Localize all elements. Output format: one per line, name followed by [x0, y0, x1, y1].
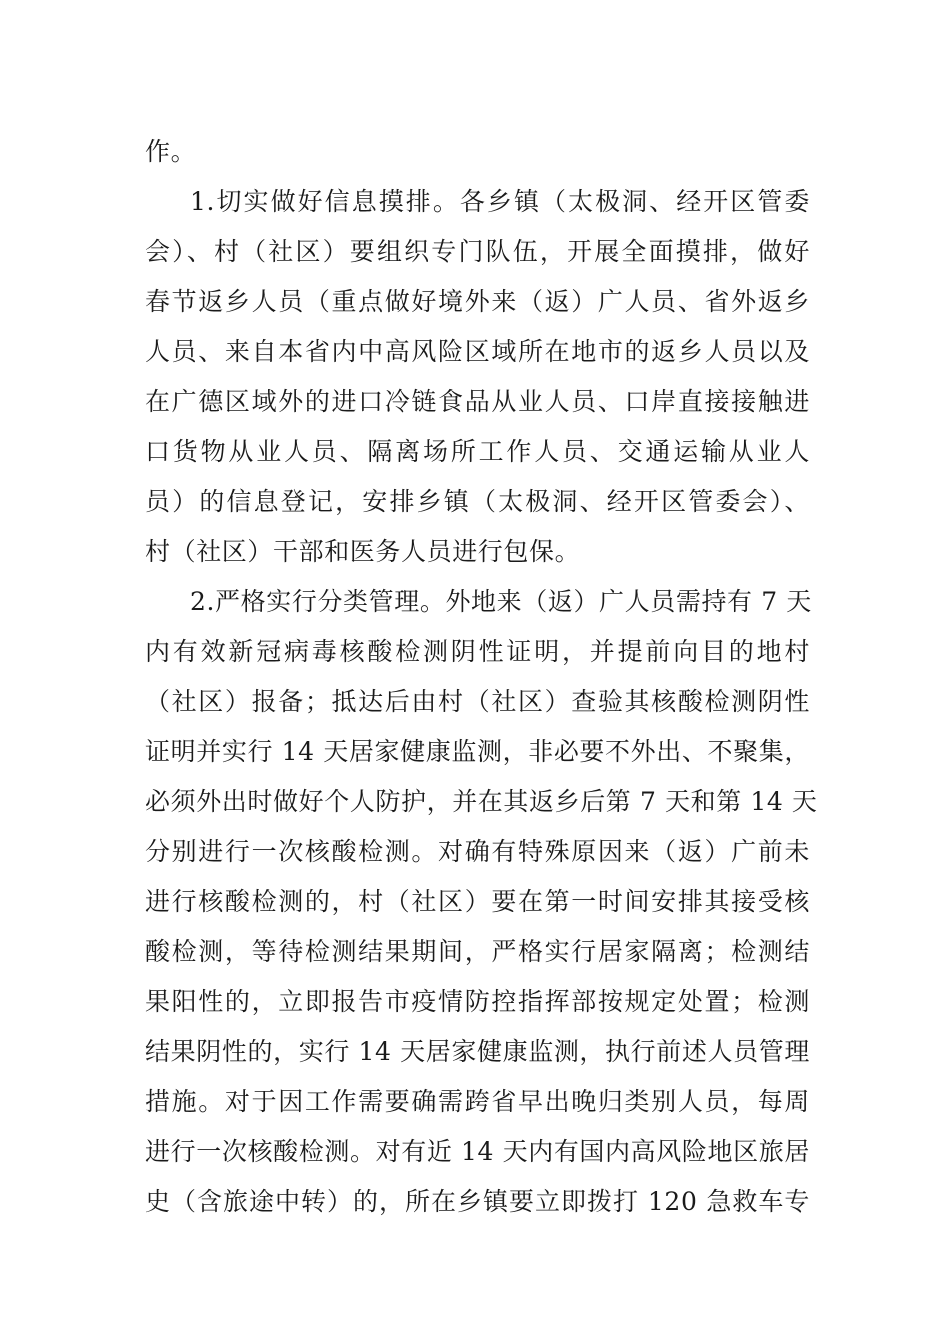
text-line-12: （社区）报备；抵达后由村（社区）查验其核酸检测阴性	[145, 687, 810, 716]
text-line-3: 会）、村（社区）要组织专门队伍，开展全面摸排，做好	[145, 237, 810, 266]
text-line-19: 结果阴性的，实行 14 天居家健康监测，执行前述人员管理	[145, 1037, 810, 1066]
text-line-1: 作。	[145, 137, 197, 166]
text-line-8: 员）的信息登记，安排乡镇（太极洞、经开区管委会）、	[145, 487, 810, 516]
text-line-18: 果阳性的，立即报告市疫情防控指挥部按规定处置；检测	[145, 987, 810, 1016]
paragraph-1-heading-line: 1.切实做好信息摸排。各乡镇（太极洞、经开区管委	[190, 187, 810, 216]
text-line-7: 口货物从业人员、隔离场所工作人员、交通运输从业人	[145, 437, 810, 466]
text-line-15: 分别进行一次核酸检测。对确有特殊原因来（返）广前未	[145, 837, 810, 866]
text-line-11: 内有效新冠病毒核酸检测阴性证明，并提前向目的地村	[145, 637, 810, 666]
text-line-16: 进行核酸检测的，村（社区）要在第一时间安排其接受核	[145, 887, 810, 916]
text-line-22: 史（含旅途中转）的，所在乡镇要立即拨打 120 急救车专	[145, 1187, 810, 1216]
text-line-17: 酸检测，等待检测结果期间，严格实行居家隔离；检测结	[145, 937, 810, 966]
text-line-9: 村（社区）干部和医务人员进行包保。	[145, 537, 581, 566]
text-line-5: 人员、来自本省内中高风险区域所在地市的返乡人员以及	[145, 337, 810, 366]
text-line-4: 春节返乡人员（重点做好境外来（返）广人员、省外返乡	[145, 287, 810, 316]
text-line-14: 必须外出时做好个人防护，并在其返乡后第 7 天和第 14 天	[145, 787, 818, 816]
text-line-13: 证明并实行 14 天居家健康监测，非必要不外出、不聚集，	[145, 737, 810, 766]
text-line-21: 进行一次核酸检测。对有近 14 天内有国内高风险地区旅居	[145, 1137, 810, 1166]
text-line-20: 措施。对于因工作需要确需跨省早出晚归类别人员，每周	[145, 1087, 810, 1116]
text-line-6: 在广德区域外的进口冷链食品从业人员、口岸直接接触进	[145, 387, 810, 416]
paragraph-2-heading-line: 2.严格实行分类管理。外地来（返）广人员需持有 7 天	[190, 587, 812, 616]
